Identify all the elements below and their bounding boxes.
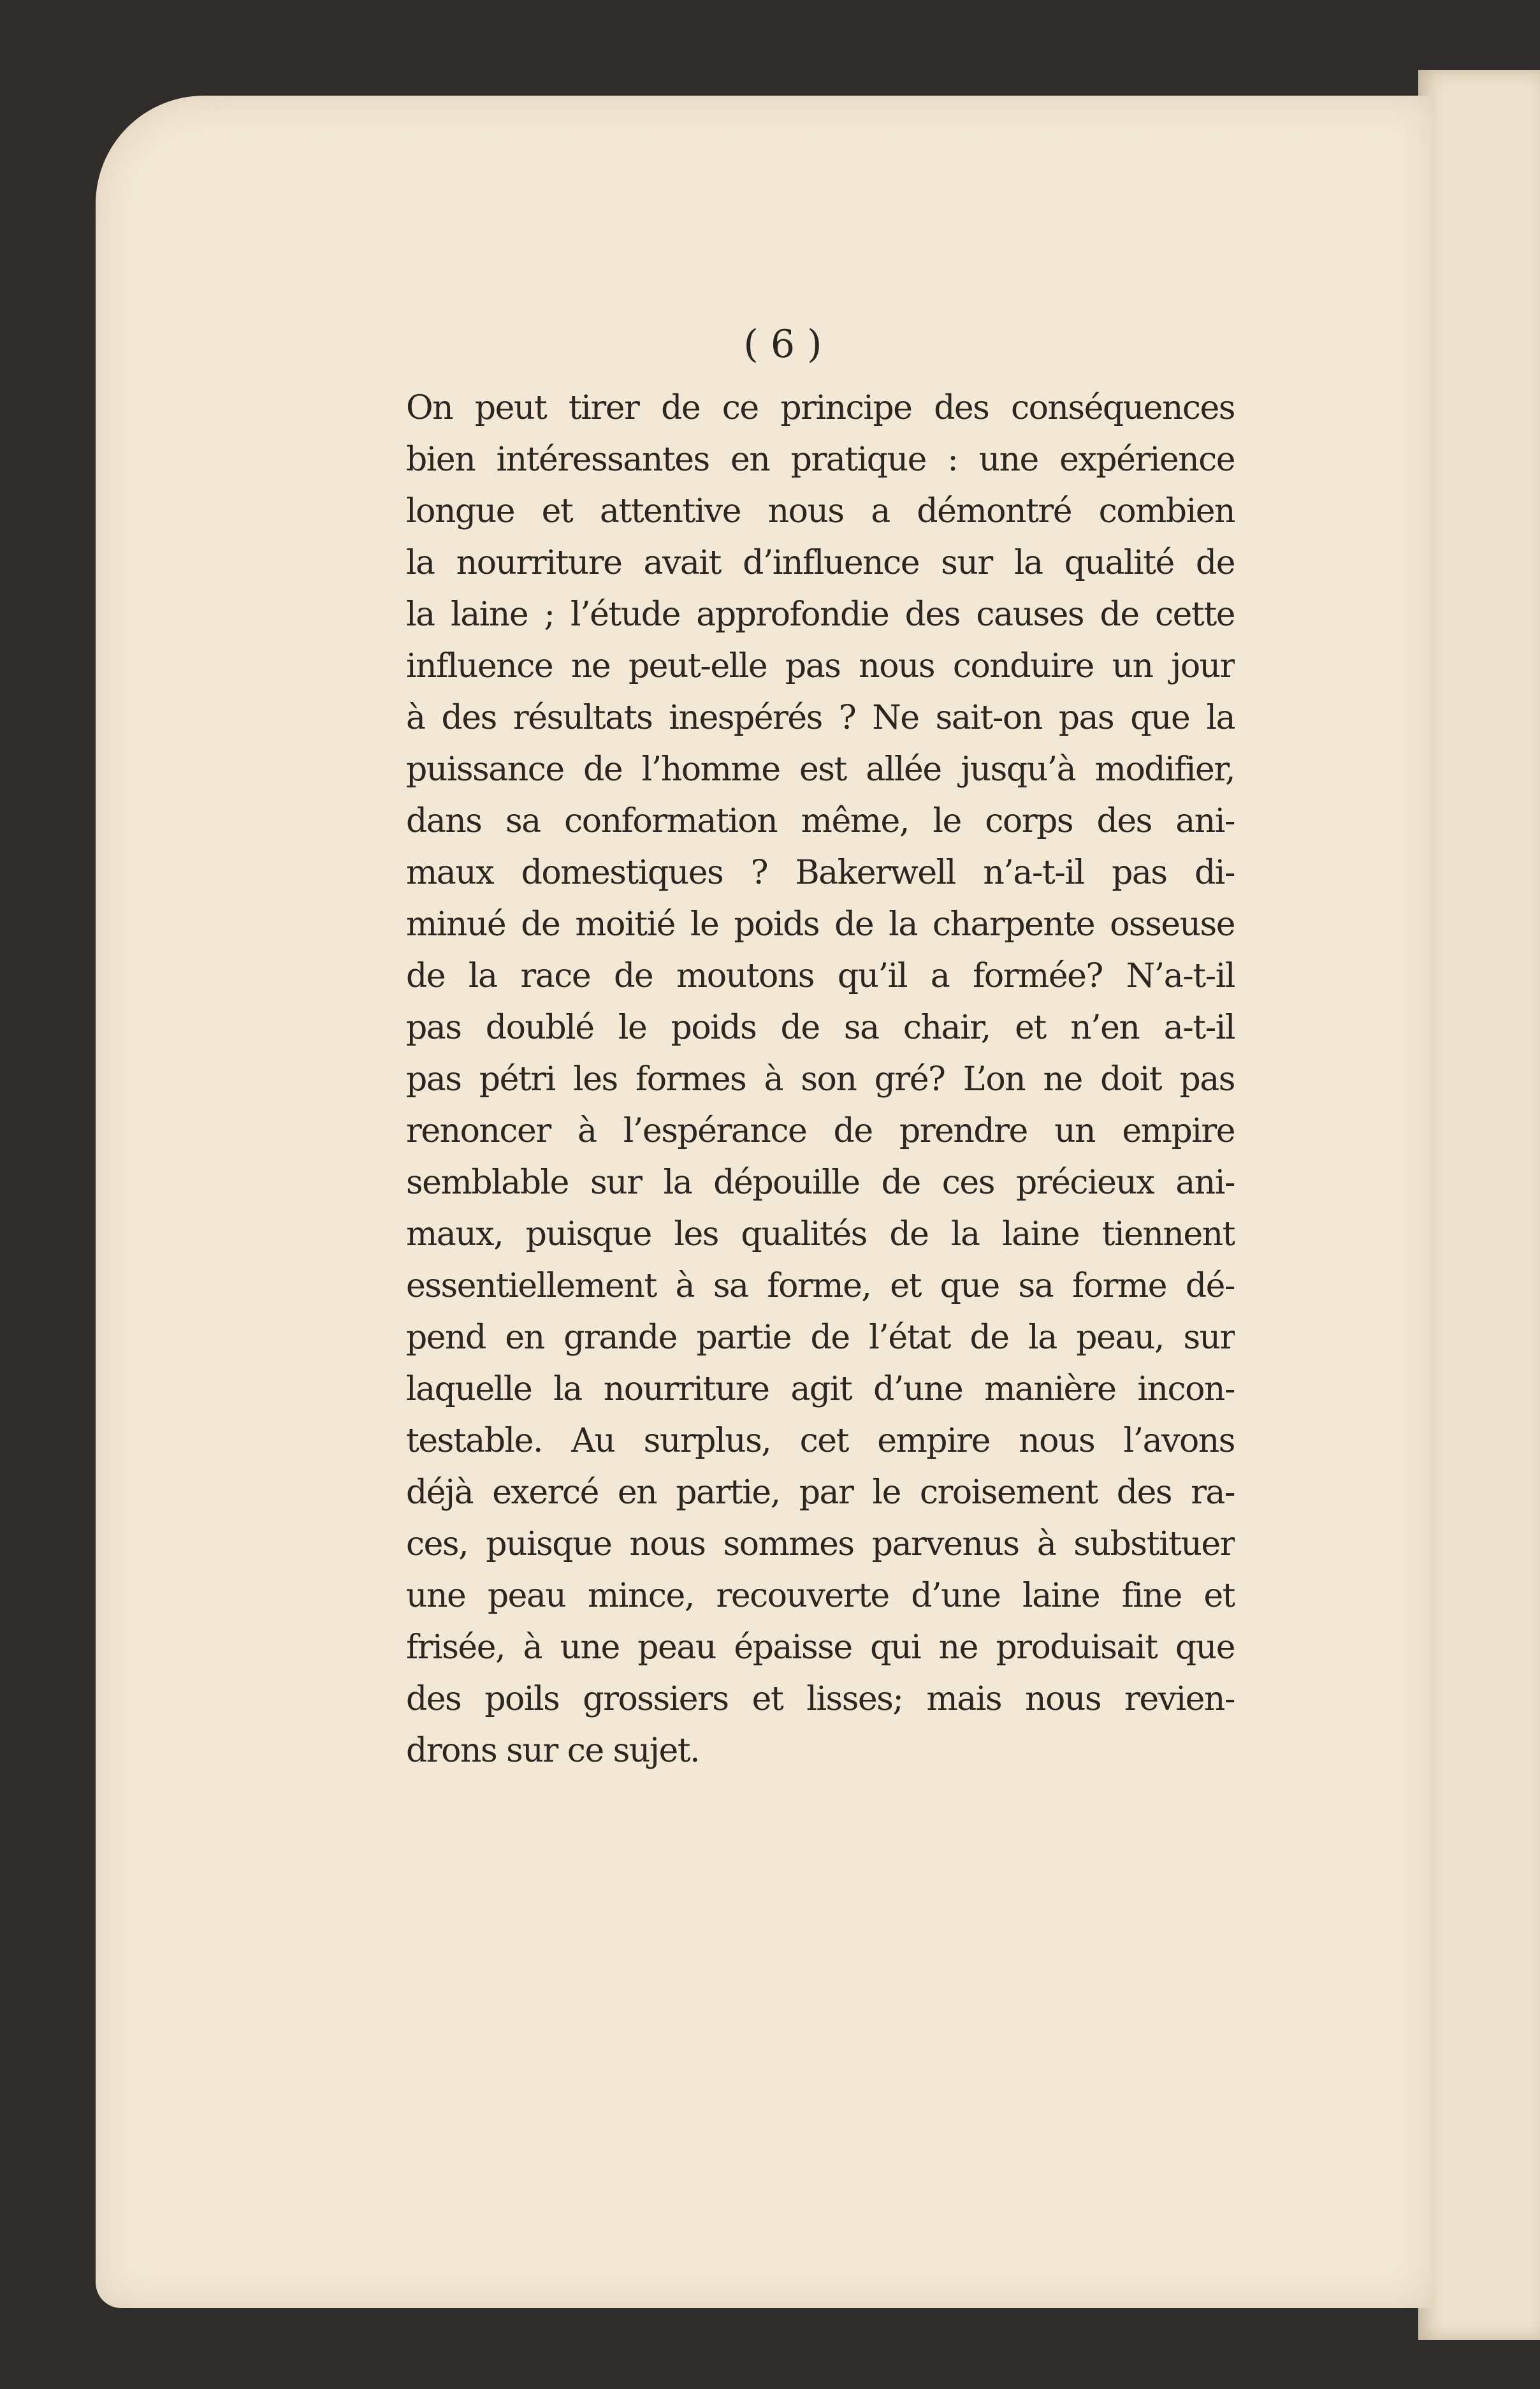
text-line: puissance de l’homme est allée jusqu’à modifier, xyxy=(406,750,1235,789)
text-line: laquelle la nourriture agit d’une manière incon- xyxy=(406,1370,1235,1408)
text-line: minué de moitié le poids de la charpente osseuse xyxy=(406,905,1235,944)
text-line: déjà exercé en partie, par le croisement des ra- xyxy=(406,1473,1235,1512)
text-line: bien intéressantes en pratique : une expérience xyxy=(406,441,1235,479)
text-line: frisée, à une peau épaisse qui ne produisait que xyxy=(406,1628,1235,1667)
text-line: renoncer à l’espérance de prendre un empire xyxy=(406,1112,1235,1150)
text-line: drons sur ce sujet. xyxy=(406,1732,700,1770)
body-text xyxy=(406,383,1235,1777)
text-line: On peut tirer de ce principe des conséquences xyxy=(406,389,1235,427)
text-line: de la race de moutons qu’il a formée? N’a-t-il xyxy=(406,957,1235,995)
text-line: une peau mince, recouverte d’une laine fine et xyxy=(406,1577,1235,1615)
text-line: ces, puisque nous sommes parvenus à substituer xyxy=(406,1525,1235,1563)
text-line: pas doublé le poids de sa chair, et n’en a-t-il xyxy=(406,1009,1235,1047)
text-line: pend en grande partie de l’état de la peau, sur xyxy=(406,1319,1235,1357)
adjacent-page-edge xyxy=(1418,70,1540,2340)
text-line: influence ne peut-elle pas nous conduire un jour xyxy=(406,647,1235,685)
text-line: maux domestiques ? Bakerwell n’a-t-il pas di- xyxy=(406,854,1235,892)
text-line: des poils grossiers et lisses; mais nous revien- xyxy=(406,1680,1235,1718)
page-number: ( 6 ) xyxy=(743,322,822,367)
text-line: la laine ; l’étude approfondie des causes de cette xyxy=(406,595,1235,634)
text-line: testable. Au surplus, cet empire nous l’avons xyxy=(406,1422,1235,1460)
text-line: maux, puisque les qualités de la laine tiennent xyxy=(406,1215,1235,1253)
text-line: longue et attentive nous a démontré combien xyxy=(406,492,1235,530)
text-line: la nourriture avait d’influence sur la qualité de xyxy=(406,544,1235,582)
text-line: dans sa conformation même, le corps des ani- xyxy=(406,802,1235,840)
text-line: pas pétri les formes à son gré? L’on ne doit pas xyxy=(406,1060,1235,1099)
text-line: semblable sur la dépouille de ces précieux ani- xyxy=(406,1164,1235,1202)
text-line: essentiellement à sa forme, et que sa forme dé- xyxy=(406,1267,1235,1305)
text-line: à des résultats inespérés ? Ne sait-on pas que la xyxy=(406,699,1235,737)
